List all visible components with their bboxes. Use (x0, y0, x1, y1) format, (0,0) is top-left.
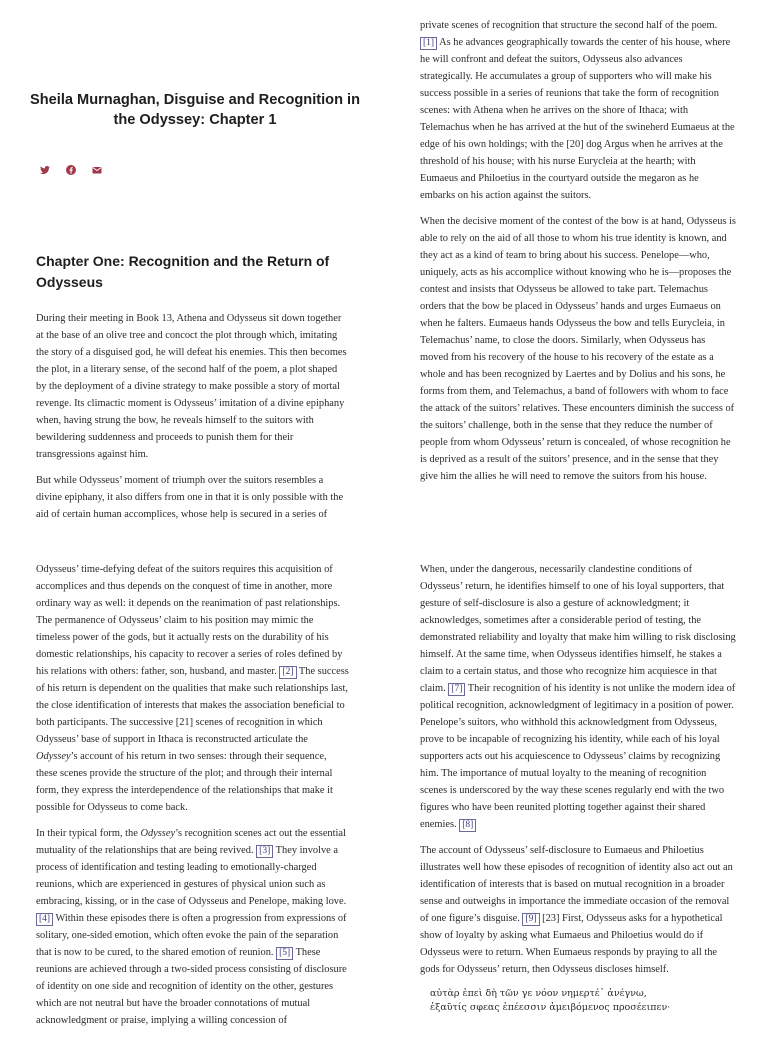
footnote-link[interactable]: [8] (459, 819, 476, 832)
greek-quote-line: ἐξαῦτίς σφεας ἐπέεσσιν ἀμειβόμενος προσέειπεν· (430, 1002, 671, 1013)
footnote-link[interactable]: [4] (36, 913, 53, 926)
email-icon[interactable] (92, 165, 102, 175)
paragraph: During their meeting in Book 13, Athena and Odysseus sit down together at the base of an olive tree and concoct the plot through which, imitating the story of a disguised god, he will defeat his enemies. This then becomes the plot, in a literary sense, of the second half of the poem, a plot shaped by the deployment of a divine strategy to make possible a story of mortal revenge. Its climactic moment is Odysseus’ imitation of a divine epiphany when, having strung the bow, he reveals himself to the suitors with bewildering suddenness and proceeds to punish them for their transgressions against him. (36, 313, 347, 460)
paragraph: The account of Odysseus’ self-disclosure to Eumaeus and Philoetius illustrates well how these episodes of recognition of identity also act out an identification of interests that is based on mutual recognition in a broader sense and outweighs in importance the immediate occasion of the removal of one figure’s disguise. [9] [23] First, Odysseus asks for a hypothetical show of loyalty by asking what Eumaeus and Philoetius would do if Odysseus were to return. When Eumaeus responds by praying to all the gods for Odysseus’ return, then Odysseus discloses himself. (420, 845, 733, 975)
paragraph: When the decisive moment of the contest of the bow is at hand, Odysseus is able to rely on the aid of all those to whom his true identity is known, and they act as a kind of team to bring about his success. Penelope—who, uniquely, acts as his accomplice without knowing who he is—proposes the contest and insists that Odysseus be allowed to take part. Telemachus orders that the bow be placed in Odysseus’ hands and urges Eumaeus on when he falters. Eumaeus hands Odysseus the bow and tells Eurycleia, in Telemachus’ name, to close the doors. Similarly, when Odysseus has moved from his recovery of the house to his recovery of the estate as a whole and has been recognized by Laertes and by Dolius and his sons, he forms from them, and Telemachus, a band of followers with whom to face the attack of the suitors’ relatives. These encounters diminish the success of the suitors’ challenge, both in the sense that they reduce the number of people from whom Odysseus’ return is concealed, of whose recognition he is deprived as a result of the suitors’ presence, and in the sense that they give him the allies he will need to remove the suitors from his house. (420, 216, 736, 482)
paragraph: private scenes of recognition that structure the second half of the poem. [1] As he advances geographically towards the center of his house, where he will confront and defeat the suitors, Odysseus also advances strategically. He accumulates a group of supporters who will make his success possible in a series of reunions that take the form of recognition scenes: with Athena when he arrives on the shore of Ithaca; with Telemachus when he has arrived at the hut of the swineherd Eumaeus at the edge of his own holdings; with the [20] dog Argus when he arrives at the threshold of his house; with his nurse Eurycleia at the hearth; with Eumaeus and Philoetius in the courtyard outside the megaron as he embarks on his action against the suitors. (420, 20, 735, 201)
left-top-column (36, 310, 350, 532)
footnote-link[interactable]: [1] (420, 37, 437, 50)
footnote-link[interactable]: [7] (448, 683, 465, 696)
paragraph: When, under the dangerous, necessarily clandestine conditions of Odysseus’ return, he identifies himself to one of his loyal supporters, that gesture of self-disclosure is also a gesture of acknowledgment; it acknowledges, sometimes after a considerable period of testing, the demonstrated reliability and loyalty that make him willing to risk disclosing himself. At the same time, when Odysseus identifies himself, he stakes a claim to a certain status, and those who recognize him acquiesce in that claim. [7] Their recognition of his identity is not unlike the modern idea of political recognition, acknowledgment of legitimacy in a position of power. Penelope’s suitors, who withhold this acknowledgment from Odysseus, prove to be incapable of recognizing his identity, while each of his loyal supporters acts out his acquiescence to Odysseus’ claims by recognizing him. The importance of mutual loyalty to the meaning of recognition scenes is underscored by the way these scenes regularly end with the two figures who have been reunited plotting together against their shared enemies. [8] (420, 564, 736, 830)
footnote-link[interactable]: [9] (522, 913, 539, 926)
paragraph: But while Odysseus’ moment of triumph over the suitors resembles a divine epiphany, it also differs from one in that it is only possible with the aid of certain human accomplices, whose help is secured in a series of (36, 475, 344, 520)
footnote-link[interactable]: [3] (256, 845, 273, 858)
right-top-column (420, 17, 736, 494)
paragraph: In their typical form, the Odyssey’s recognition scenes act out the essential mutuality of the relationships that are being revived. [3] They involve a process of identification and testing leading to emotionally-charged reunions, which are experienced in gestures of physical union such as embracing, kissing, or in the case of Odysseus and Penelope, making love. [4] Within these episodes there is often a progression from expressions of solitary, one-sided emotion, which often evoke the pain of the separation that is now to be cured, to the shared emotion of reunion. [5] These reunions are achieved through a two-sided process consisting of disclosure of identity on one side and recognition of identity on the other, gestures which are not neutral but have the broader connotations of mutual acknowledgment or praise, implying a willing concession of (36, 828, 347, 1026)
right-bottom-column (420, 561, 736, 1015)
paragraph: Odysseus’ time-defying defeat of the suitors requires this acquisition of accomplices and thus depends on the conquest of time in another, more ordinary way as well: it depends on the reanimation of past relationships. The permanence of Odysseus’ claim to his position may mimic the timeless power of the gods, but it actually rests on the durability of his domestic relationships, his capacity to recover a series of roles defined by his relations with others: father, son, husband, and master. [2] The success of his return is dependent on the qualities that make such relationships last, the close identification of interests that makes the association beneficial to both participants. The successive [21] scenes of recognition in which Odysseus’ base of support in Ithaca is reconstructed articulate the Odyssey’s account of his return in two senses: through their sequence, these scenes provide the structure of the plot; and through their internal form, they express the interdependence of the relationships that make it possible for Odysseus to come back. (36, 564, 349, 813)
facebook-icon[interactable] (66, 165, 76, 175)
footnote-link[interactable]: [2] (279, 666, 296, 679)
page-title: Sheila Murnaghan, Disguise and Recognition in the Odyssey: Chapter 1 (30, 92, 361, 128)
twitter-icon[interactable] (40, 165, 50, 175)
footnote-link[interactable]: [5] (276, 947, 293, 960)
chapter-heading: Chapter One: Recognition and the Return of Odysseus (36, 253, 330, 290)
left-bottom-column (36, 561, 350, 1038)
share-bar (40, 165, 102, 175)
greek-quote-line: αὐτὰρ ἐπεὶ δὴ τῶν γε νόον νημερτέ᾽ ἀνέγνω, (430, 988, 647, 999)
